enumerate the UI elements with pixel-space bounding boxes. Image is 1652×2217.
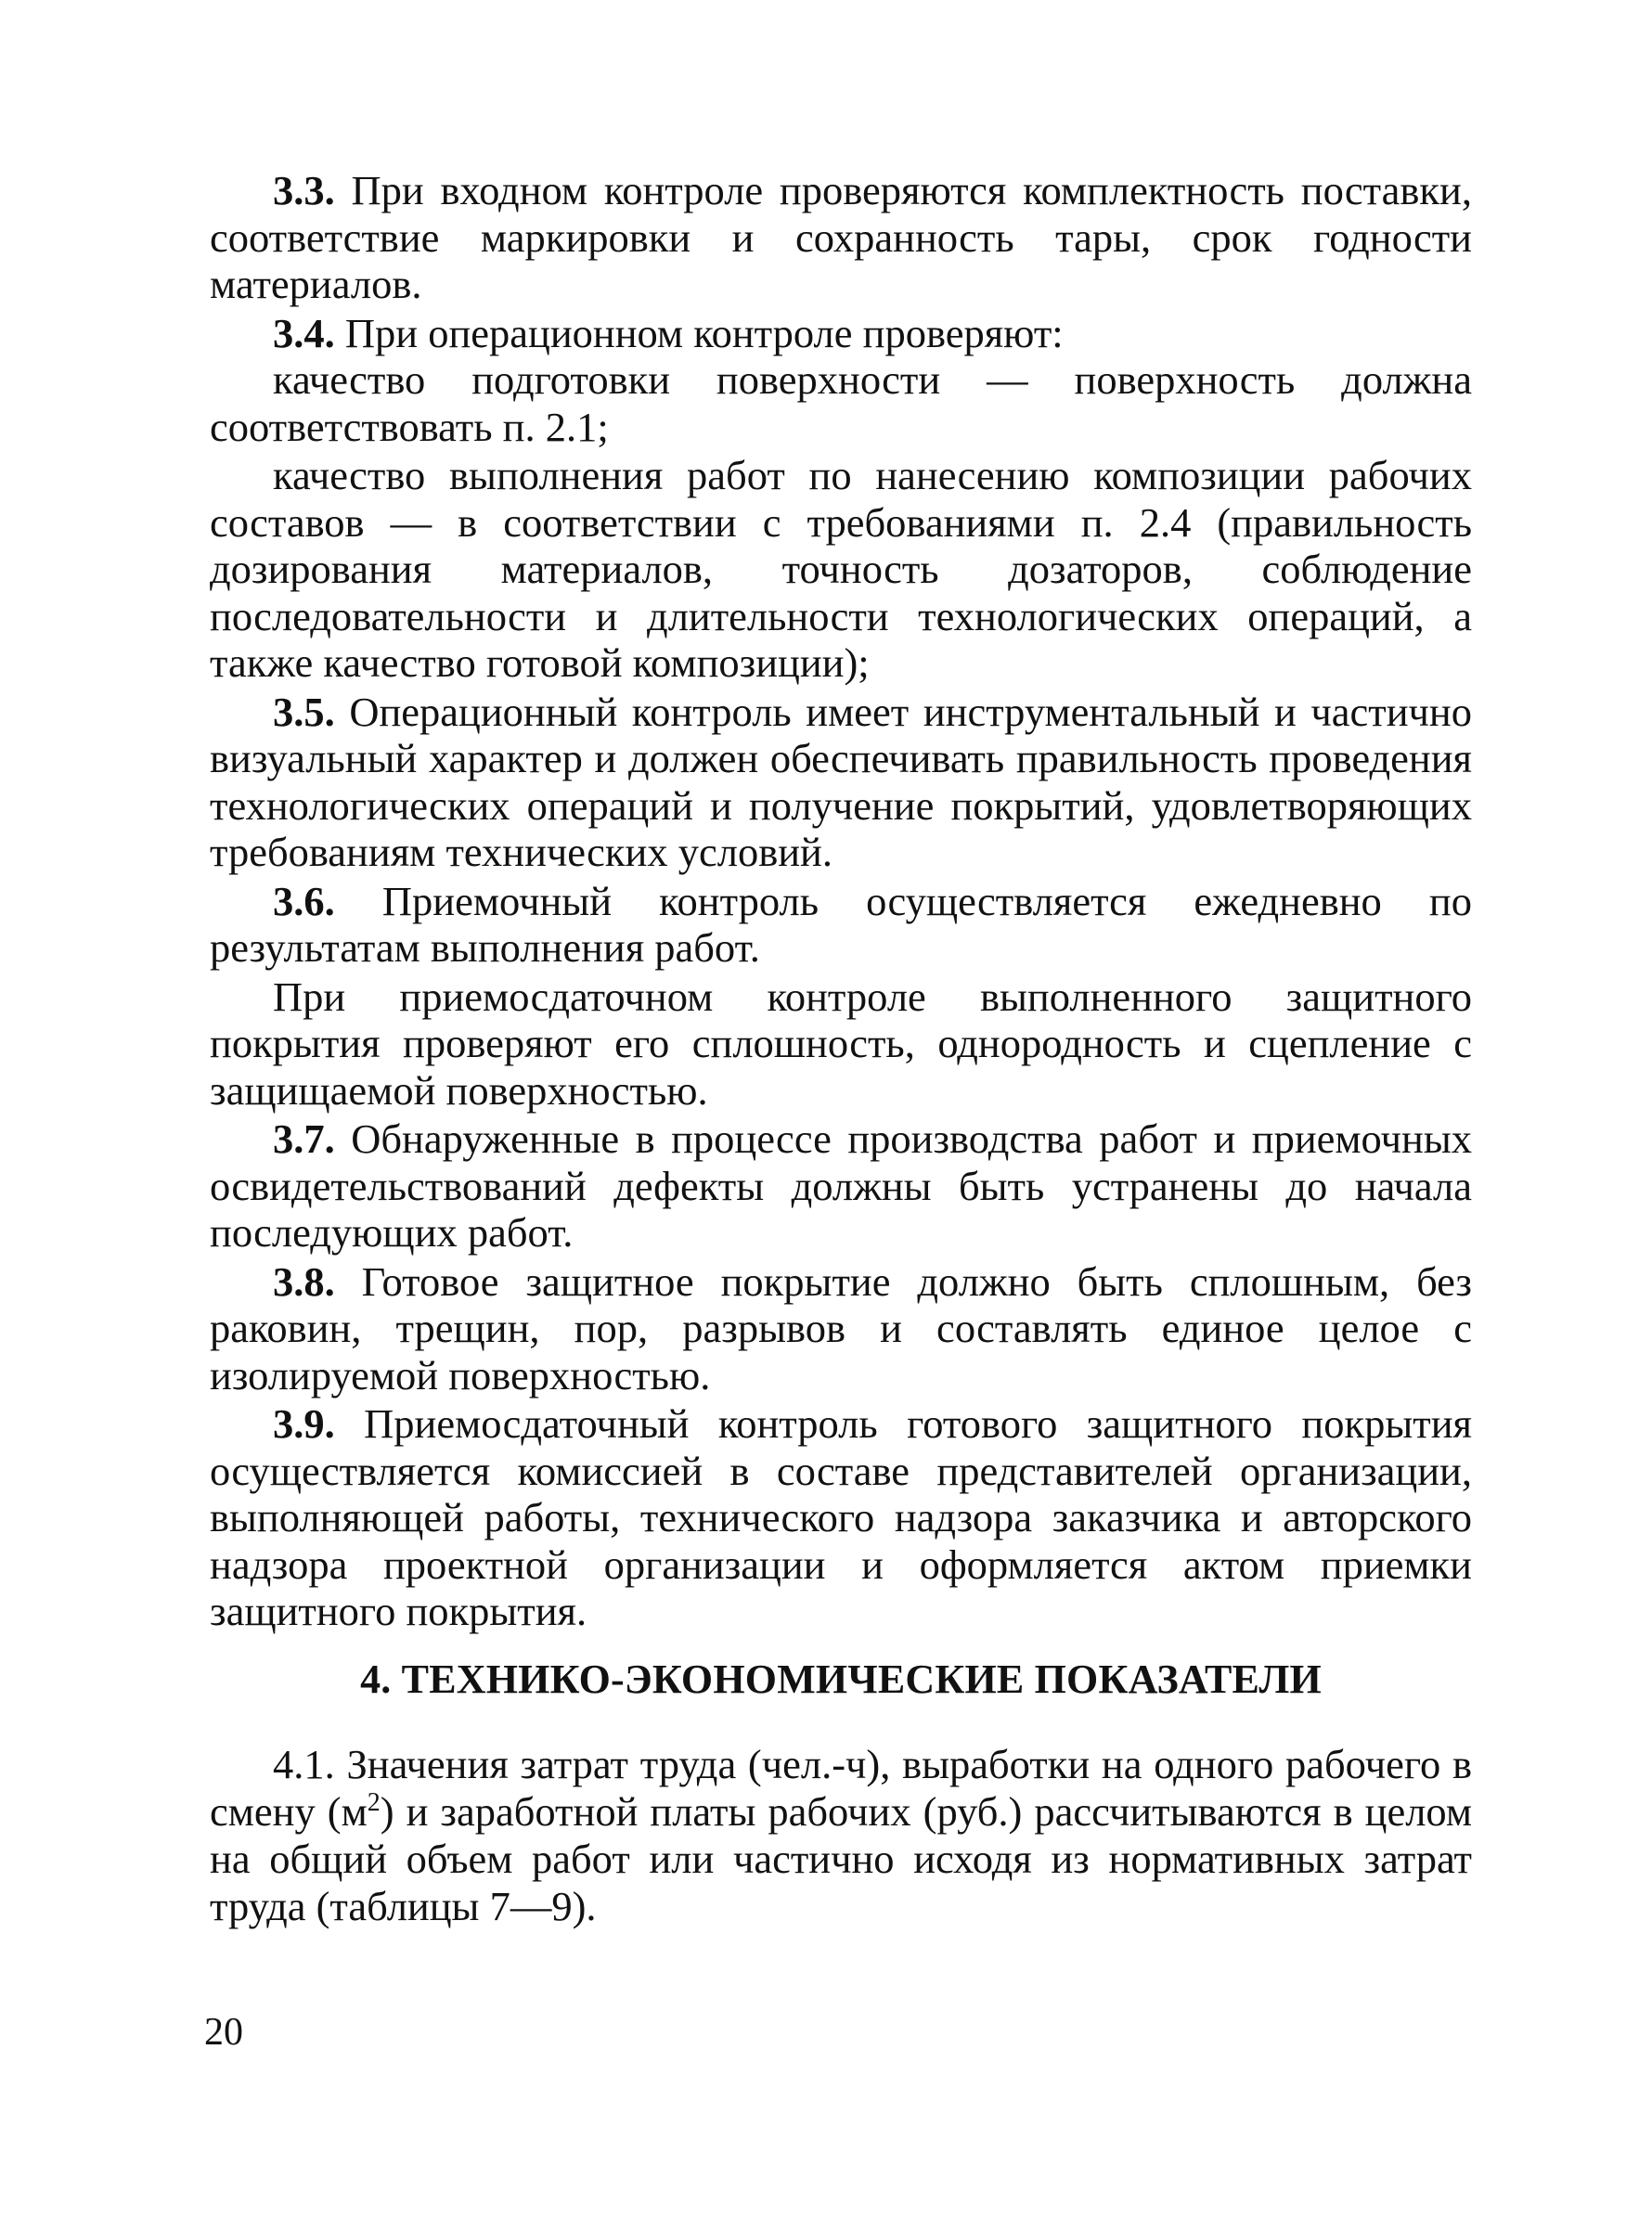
clause-number: 3.3. xyxy=(273,167,335,213)
section-heading: 4. ТЕХНИКО-ЭКОНОМИЧЕСКИЕ ПОКАЗАТЕЛИ xyxy=(360,1656,1322,1702)
clause-number: 3.6. xyxy=(273,877,335,924)
paragraph-4-1 xyxy=(210,1741,1472,1930)
paragraph-text: Готовое защитное покрытие должно быть сплошным, без раковин, трещин, пор, разрывов и составлять единое целое с изолируемой поверхностью. xyxy=(210,1257,1472,1399)
clause-number: 3.9. xyxy=(273,1400,335,1447)
superscript: 2 xyxy=(367,1788,381,1817)
paragraph-text: Обнаруженные в процессе производства работ и приемочных освидетельствований дефекты должны быть устранены до начала последующих работ. xyxy=(210,1115,1472,1256)
paragraph-3-7 xyxy=(210,1115,1472,1257)
clause-number: 3.4. xyxy=(273,309,335,356)
paragraph-text: Приемосдаточный контроль готового защитного покрытия осуществляется комиссией в составе представителей организации, выполняющей работы, технического надзора заказчика и авторского надзора проектной организации и оформляется актом приемки защитного покрытия. xyxy=(210,1400,1472,1634)
paragraph-text: При операционном контроле проверяют: xyxy=(334,309,1064,356)
section-3-body xyxy=(210,165,1472,1635)
paragraph-text-part: 4.1. Значения затрат труда (чел.-ч), выработки на одного рабочего в смену (м xyxy=(210,1741,1472,1835)
paragraph-text: качество подготовки поверхности — поверхность должна соответствовать п. 2.1; xyxy=(210,356,1472,450)
paragraph-text-part: ) и заработной платы рабочих (руб.) рассчитываются в целом на общий объем работ или частично исходя из нормативных затрат труда (таблицы 7—9). xyxy=(210,1788,1472,1929)
paragraph-3-5 xyxy=(210,689,1472,876)
clause-number: 3.7. xyxy=(273,1115,335,1162)
clause-number: 3.5. xyxy=(273,688,335,735)
paragraph-3-9 xyxy=(210,1400,1472,1635)
paragraph-3-8 xyxy=(210,1258,1472,1399)
paragraph-text: При входном контроле проверяются комплектность поставки, соответствие маркировки и сохранность тары, срок годности материалов. xyxy=(210,167,1472,307)
section-4-body xyxy=(210,1741,1472,1930)
paragraph-text: При приемосдаточном контроле выполненного защитного покрытия проверяют его сплошность, однородность и сцепление с защищаемой поверхностью. xyxy=(210,973,1472,1114)
page-number: 20 xyxy=(204,2011,243,2054)
paragraph-3-3 xyxy=(210,167,1472,308)
clause-number: 3.8. xyxy=(273,1257,335,1305)
paragraph-3-4-item-2 xyxy=(210,452,1472,687)
paragraph-3-6-cont xyxy=(210,973,1472,1115)
paragraph-text: качество выполнения работ по нанесению композиции рабочих составов — в соответствии с требованиями п. 2.4 (правильность дозирования материалов, точность дозаторов, соблюдение последовательности и длительности технологических операций, а также качество готовой композиции); xyxy=(210,452,1472,686)
paragraph-3-6 xyxy=(210,878,1472,972)
paragraph-3-4 xyxy=(210,310,1472,357)
paragraph-text: Приемочный контроль осуществляется ежедневно по результатам выполнения работ. xyxy=(210,877,1472,971)
paragraph-3-4-item-1 xyxy=(210,356,1472,450)
paragraph-text: Операционный контроль имеет инструментальный и частично визуальный характер и должен обеспечивать правильность проведения технологических операций и получение покрытий, удовлетворяющих требованиям технических условий. xyxy=(210,688,1472,875)
